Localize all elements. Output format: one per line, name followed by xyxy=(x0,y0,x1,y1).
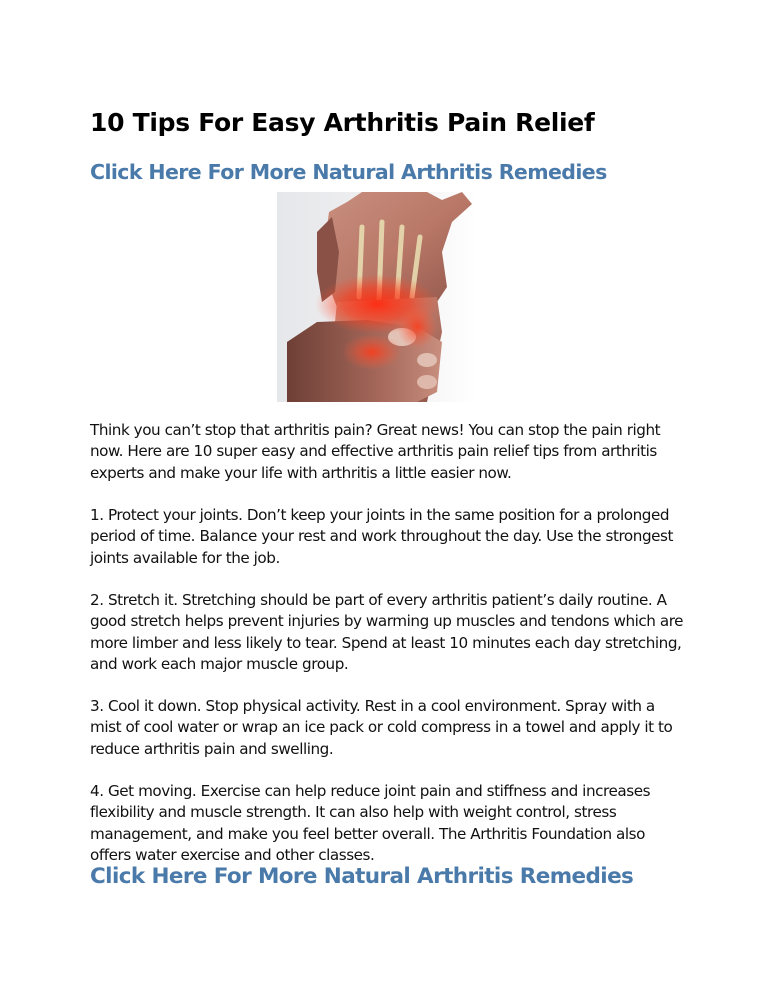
tip-4-paragraph: 4. Get moving. Exercise can help reduce joint pain and stiffness and increases flexibility and muscle strength. It can also help with weight control, stress management, and make you feel better overall. The Arthritis Foundation also offers water exercise and other classes. xyxy=(90,782,651,864)
intro-paragraph: Think you can’t stop that arthritis pain? Great news! You can stop the pain right now. Here are 10 super easy and effective arthritis pain relief tips from arthritis experts and make your life with arthritis a little easier now. xyxy=(90,421,661,482)
tip-3-paragraph: 3. Cool it down. Stop physical activity. Rest in a cool environment. Spray with a mist of cool water or wrap an ice pack or cold compress in a towel and apply it to reduce arthritis pain and swelling. xyxy=(90,697,673,758)
remedies-link-top[interactable]: Click Here For More Natural Arthritis Remedies xyxy=(90,160,607,184)
page-title: 10 Tips For Easy Arthritis Pain Relief xyxy=(90,108,595,137)
remedies-link-bottom[interactable]: Click Here For More Natural Arthritis Remedies xyxy=(90,864,634,889)
tip-1-paragraph: 1. Protect your joints. Don’t keep your joints in the same position for a prolonged period of time. Balance your rest and work throughout the day. Use the strongest joints available for the job. xyxy=(90,506,673,567)
wrist-pain-illustration-icon xyxy=(277,192,477,402)
wrist-pain-image xyxy=(277,192,477,402)
tip-2-paragraph: 2. Stretch it. Stretching should be part of every arthritis patient’s daily routine. A good stretch helps prevent injuries by warming up muscles and tendons which are more limber and less likely to tear. Spend at least 10 minutes each day stretching, and work each major muscle group. xyxy=(90,591,684,673)
